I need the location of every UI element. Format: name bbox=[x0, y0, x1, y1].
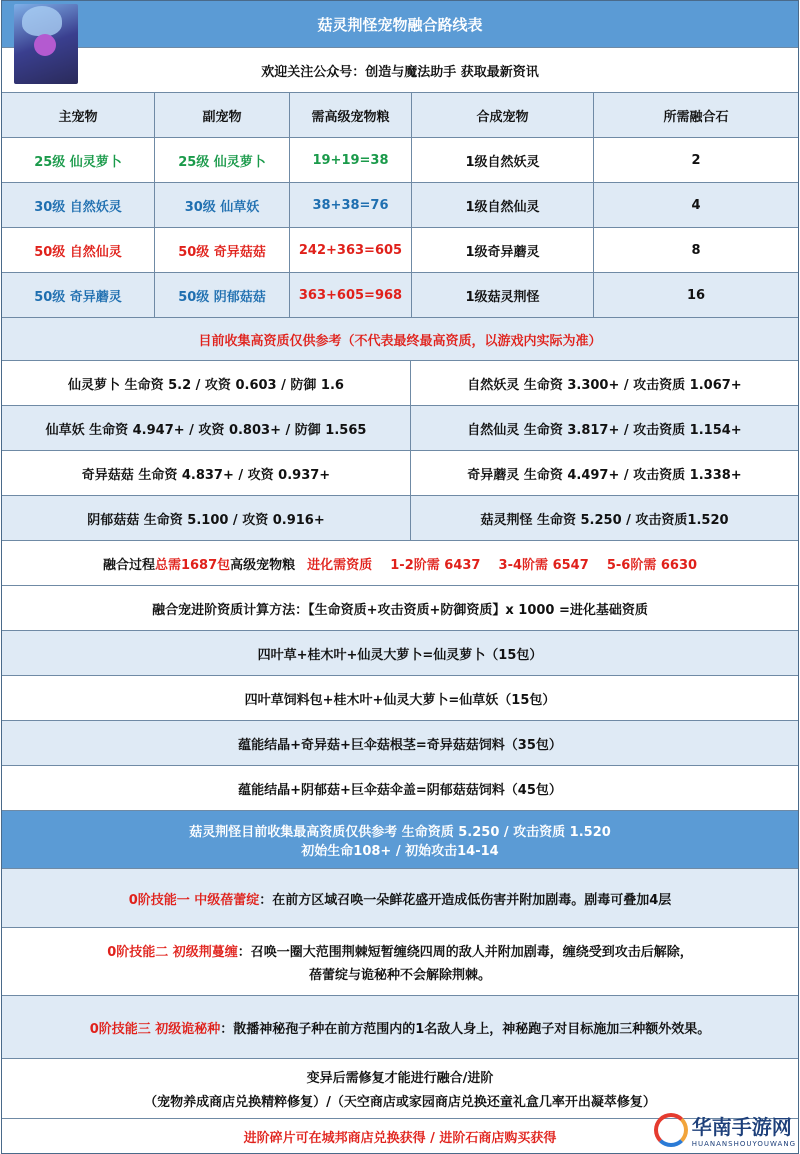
stats-row bbox=[2, 451, 798, 496]
table-header bbox=[2, 93, 798, 138]
summary-total: 总需1687包 bbox=[154, 557, 231, 573]
skill-name: 0阶技能二 初级荆蔓缠 bbox=[107, 944, 238, 960]
cell-stone: 2 bbox=[691, 152, 701, 168]
cell-result: 1级奇异蘑灵 bbox=[412, 228, 594, 272]
cell-main: 30级 自然妖灵 bbox=[2, 183, 155, 227]
header-sub-pet: 副宠物 bbox=[155, 93, 290, 137]
stat-right: 奇异蘑灵 生命资 4.497+ / 攻击资质 1.338+ bbox=[467, 467, 742, 483]
table-row bbox=[2, 228, 798, 273]
best-stats bbox=[2, 811, 798, 869]
cell-result: 1级自然仙灵 bbox=[412, 183, 594, 227]
skill-name: 0阶技能一 中级蓓蕾绽 bbox=[128, 892, 260, 908]
header-stone: 所需融合石 bbox=[663, 109, 729, 125]
table-row bbox=[2, 273, 798, 318]
skill-desc-2: 蓓蕾绽与诡秘种不会解除荆棘。 bbox=[308, 967, 491, 983]
recipe: 四叶草+桂木叶+仙灵大萝卜=仙灵萝卜（15包） bbox=[2, 631, 798, 676]
cell-stone: 16 bbox=[686, 287, 706, 303]
fusion-summary bbox=[2, 541, 798, 586]
welcome-text: 欢迎关注公众号：创造与魔法助手 获取最新资讯 bbox=[2, 48, 798, 93]
stat-right: 菇灵荆怪 生命资 5.250 / 攻击资质1.520 bbox=[480, 512, 729, 528]
fusion-table bbox=[1, 0, 799, 1154]
cell-food: 38+38=76 bbox=[290, 183, 412, 227]
formula: 融合宠进阶资质计算方法：【生命资质+攻击资质+防御资质】x 1000 =进化基础资质 bbox=[2, 586, 798, 631]
stat-left: 仙草妖 生命资 4.947+ / 攻资 0.803+ / 防御 1.565 bbox=[2, 406, 411, 450]
skill-3 bbox=[2, 996, 798, 1059]
cell-sub: 50级 阴郁菇菇 bbox=[155, 273, 290, 317]
logo-icon bbox=[654, 1113, 688, 1147]
stat-left: 阴郁菇菇 生命资 5.100 / 攻资 0.916+ bbox=[2, 496, 411, 540]
stats-row bbox=[2, 406, 798, 451]
cell-food: 363+605=968 bbox=[290, 273, 412, 317]
stats-row bbox=[2, 361, 798, 406]
stat-right: 自然妖灵 生命资 3.300+ / 攻击资质 1.067+ bbox=[467, 377, 742, 393]
skill-1 bbox=[2, 869, 798, 928]
repair-note bbox=[2, 1059, 798, 1119]
cell-sub: 50级 奇异菇菇 bbox=[155, 228, 290, 272]
header-result: 合成宠物 bbox=[412, 93, 594, 137]
skill-desc: ：召唤一圈大范围荆棘短暂缠绕四周的敌人并附加剧毒，缠绕受到攻击后解除， bbox=[237, 944, 693, 960]
cell-food: 242+363=605 bbox=[290, 228, 412, 272]
best-line2: 初始生命108+ / 初始攻击14-14 bbox=[301, 843, 499, 859]
table-row bbox=[2, 138, 798, 183]
cell-result: 1级菇灵荆怪 bbox=[412, 273, 594, 317]
summary-food: 高级宠物粮 bbox=[230, 557, 296, 573]
skill-2 bbox=[2, 928, 798, 996]
cell-food: 19+19=38 bbox=[290, 138, 412, 182]
logo-name: 华南手游网 bbox=[691, 1115, 792, 1139]
skill-desc: ：散播神秘孢子种在前方范围内的1名敌人身上，神秘跑子对目标施加三种额外效果。 bbox=[220, 1021, 711, 1037]
header-main-pet: 主宠物 bbox=[2, 93, 155, 137]
cell-main: 25级 仙灵萝卜 bbox=[2, 138, 155, 182]
cell-stone: 8 bbox=[691, 242, 701, 258]
cell-main: 50级 奇异蘑灵 bbox=[2, 273, 155, 317]
cell-stone: 4 bbox=[691, 197, 701, 213]
logo-sub: HUANANSHOUYOUWANG bbox=[691, 1140, 796, 1148]
table-row bbox=[2, 183, 798, 228]
skill-name: 0阶技能三 初级诡秘种 bbox=[89, 1021, 221, 1037]
repair-line2: （宠物养成商店兑换精粹修复）/（天空商店或家园商店兑换还童礼盒几率开出凝萃修复） bbox=[144, 1095, 656, 1110]
cell-sub: 25级 仙灵萝卜 bbox=[155, 138, 290, 182]
repair-line1: 变异后需修复才能进行融合/进阶 bbox=[306, 1071, 494, 1086]
recipe: 蕴能结晶+阴郁菇+巨伞菇伞盖=阴郁菇菇饲料（45包） bbox=[2, 766, 798, 811]
summary-evolution: 进化需资质 1-2阶需 6437 3-4阶需 6547 5-6阶需 6630 bbox=[307, 557, 698, 573]
site-logo bbox=[654, 1111, 796, 1148]
table-title: 菇灵荆怪宠物融合路线表 bbox=[2, 1, 798, 48]
recipe: 蕴能结晶+奇异菇+巨伞菇根茎=奇异菇菇饲料（35包） bbox=[2, 721, 798, 766]
footer-note: 进阶碎片可在城邦商店兑换获得 / 进阶石商店购买获得 bbox=[243, 1130, 557, 1146]
stats-row bbox=[2, 496, 798, 541]
header-food: 需高级宠物粮 bbox=[290, 93, 412, 137]
pet-thumbnail bbox=[14, 4, 78, 84]
stat-right: 自然仙灵 生命资 3.817+ / 攻击资质 1.154+ bbox=[467, 422, 742, 438]
cell-result: 1级自然妖灵 bbox=[412, 138, 594, 182]
best-line1: 菇灵荆怪目前收集最高资质仅供参考 生命资质 5.250 / 攻击资质 1.520 bbox=[189, 824, 611, 840]
skill-desc: ：在前方区域召唤一朵鲜花盛开造成低伤害并附加剧毒。剧毒可叠加4层 bbox=[259, 892, 672, 908]
summary-label: 融合过程 bbox=[102, 557, 155, 573]
cell-sub: 30级 仙草妖 bbox=[155, 183, 290, 227]
stat-left: 仙灵萝卜 生命资 5.2 / 攻资 0.603 / 防御 1.6 bbox=[2, 361, 411, 405]
stat-left: 奇异菇菇 生命资 4.837+ / 攻资 0.937+ bbox=[2, 451, 411, 495]
cell-main: 50级 自然仙灵 bbox=[2, 228, 155, 272]
recipe: 四叶草饲料包+桂木叶+仙灵大萝卜=仙草妖（15包） bbox=[2, 676, 798, 721]
quality-note: 目前收集高资质仅供参考（不代表最终最高资质，以游戏内实际为准） bbox=[2, 318, 798, 361]
